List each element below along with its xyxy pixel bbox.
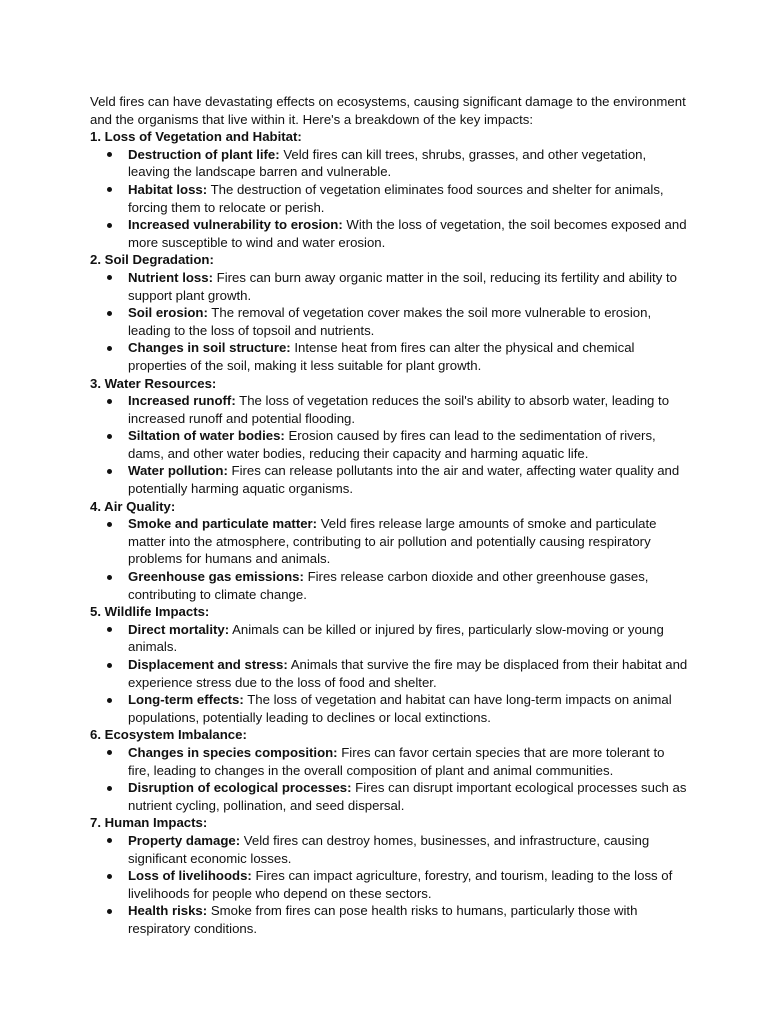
item-text: Erosion caused by fires can lead to the sedimentation of rivers, dams, and other water bodies, reducing their capacity and harming aquatic life. bbox=[128, 428, 656, 461]
item-term: Displacement and stress: bbox=[128, 657, 288, 672]
item-text: The removal of vegetation cover makes the soil more vulnerable to erosion, leading to the loss of topsoil and nutrients. bbox=[128, 305, 652, 338]
list-item bbox=[90, 568, 690, 603]
item-term: Changes in species composition: bbox=[128, 744, 338, 760]
section-heading: 1. Loss of Vegetation and Habitat: bbox=[90, 129, 302, 145]
item-text: Fires can burn away organic matter in the soil, reducing its fertility and ability to support plant growth. bbox=[128, 269, 677, 303]
bullet-list bbox=[90, 832, 690, 938]
item-term: Property damage: bbox=[128, 832, 241, 848]
item-text: The loss of vegetation and habitat can have long-term impacts on animal populations, potentially leading to declines or local extinctions. bbox=[128, 692, 672, 725]
item-text: Veld fires release large amounts of smoke and particulate matter into the atmosphere, contributing to air pollution and potentially causing respiratory problems for humans and animals. bbox=[128, 516, 657, 567]
item-text: The destruction of vegetation eliminates food sources and shelter for animals, forcing them to relocate or perish. bbox=[128, 181, 664, 215]
list-item bbox=[90, 269, 690, 304]
section-wildlife-impacts bbox=[90, 603, 690, 726]
item-term: Soil erosion: bbox=[128, 305, 208, 321]
list-item bbox=[90, 304, 690, 339]
item-term: Disruption of ecological processes: bbox=[128, 780, 352, 796]
bullet-list bbox=[90, 515, 690, 603]
list-item bbox=[90, 867, 690, 902]
list-item bbox=[90, 515, 690, 568]
item-term: Long-term effects: bbox=[128, 692, 244, 708]
list-item bbox=[90, 744, 690, 779]
bullet-list bbox=[90, 146, 690, 252]
item-term: Habitat loss: bbox=[128, 181, 208, 197]
list-item bbox=[90, 392, 690, 427]
document-page bbox=[90, 93, 690, 938]
section-heading: 5. Wildlife Impacts: bbox=[90, 604, 210, 620]
list-item bbox=[90, 691, 690, 726]
section-air-quality bbox=[90, 498, 690, 604]
item-text: Animals that survive the fire may be displaced from their habitat and experience stress due to the loss of food and shelter. bbox=[128, 657, 688, 690]
item-term: Siltation of water bodies: bbox=[128, 428, 285, 444]
section-heading: 4. Air Quality: bbox=[90, 498, 176, 514]
item-text: Intense heat from fires can alter the physical and chemical properties of the soil, making it less suitable for plant growth. bbox=[128, 340, 635, 373]
item-term: Health risks: bbox=[128, 903, 208, 919]
bullet-list bbox=[90, 269, 690, 375]
section-heading: 2. Soil Degradation: bbox=[90, 252, 214, 268]
bullet-list bbox=[90, 621, 690, 727]
item-term: Direct mortality: bbox=[128, 621, 230, 637]
item-term: Loss of livelihoods: bbox=[128, 868, 252, 884]
bullet-list bbox=[90, 392, 690, 498]
item-term: Increased vulnerability to erosion: bbox=[128, 217, 343, 233]
section-human-impacts bbox=[90, 814, 690, 937]
item-term: Destruction of plant life: bbox=[128, 146, 280, 162]
section-ecosystem-imbalance bbox=[90, 726, 690, 814]
list-item bbox=[90, 462, 690, 497]
list-item bbox=[90, 181, 690, 216]
item-text: Fires can release pollutants into the air and water, affecting water quality and potentially harming aquatic organisms. bbox=[128, 463, 680, 497]
section-water-resources bbox=[90, 375, 690, 498]
bullet-list bbox=[90, 744, 690, 814]
item-text: The loss of vegetation reduces the soil's ability to absorb water, leading to increased runoff and potential flooding. bbox=[128, 393, 670, 426]
item-text: Fires can disrupt important ecological processes such as nutrient cycling, pollination, and seed dispersal. bbox=[128, 780, 687, 813]
list-item bbox=[90, 832, 690, 867]
item-text: Veld fires can kill trees, shrubs, grasses, and other vegetation, leaving the landscape barren and vulnerable. bbox=[128, 146, 647, 180]
list-item bbox=[90, 216, 690, 251]
section-soil-degradation bbox=[90, 251, 690, 374]
list-item bbox=[90, 146, 690, 181]
item-term: Increased runoff: bbox=[128, 393, 236, 409]
item-text: Fires release carbon dioxide and other greenhouse gases, contributing to climate change. bbox=[128, 569, 649, 602]
list-item bbox=[90, 427, 690, 462]
list-item bbox=[90, 779, 690, 814]
item-term: Nutrient loss: bbox=[128, 269, 213, 285]
item-term: Smoke and particulate matter: bbox=[128, 516, 318, 532]
item-text: Fires can favor certain species that are more tolerant to fire, leading to changes in the overall composition of plant and animal communities. bbox=[128, 744, 665, 778]
intro-paragraph: Veld fires can have devastating effects on ecosystems, causing significant damage to the environment and the organisms that live within it. Here's a breakdown of the key impacts: bbox=[90, 94, 686, 127]
section-heading: 3. Water Resources: bbox=[90, 375, 217, 391]
item-text: With the loss of vegetation, the soil becomes exposed and more susceptible to wind and water erosion. bbox=[128, 217, 687, 250]
list-item bbox=[90, 902, 690, 937]
list-item bbox=[90, 656, 690, 691]
item-term: Water pollution: bbox=[128, 463, 228, 479]
item-text: Animals can be killed or injured by fires, particularly slow-moving or young animals. bbox=[128, 621, 664, 655]
section-heading: 6. Ecosystem Imbalance: bbox=[90, 727, 247, 743]
item-text: Fires can impact agriculture, forestry, and tourism, leading to the loss of livelihoods for people who depend on these sectors. bbox=[128, 868, 673, 901]
item-text: Smoke from fires can pose health risks to humans, particularly those with respiratory conditions. bbox=[128, 903, 638, 936]
item-term: Greenhouse gas emissions: bbox=[128, 569, 304, 585]
item-text: Veld fires can destroy homes, businesses, and infrastructure, causing significant economic losses. bbox=[128, 832, 650, 866]
list-item bbox=[90, 339, 690, 374]
section-heading: 7. Human Impacts: bbox=[90, 815, 208, 831]
list-item bbox=[90, 621, 690, 656]
section-vegetation-habitat bbox=[90, 128, 690, 251]
item-term: Changes in soil structure: bbox=[128, 340, 291, 356]
